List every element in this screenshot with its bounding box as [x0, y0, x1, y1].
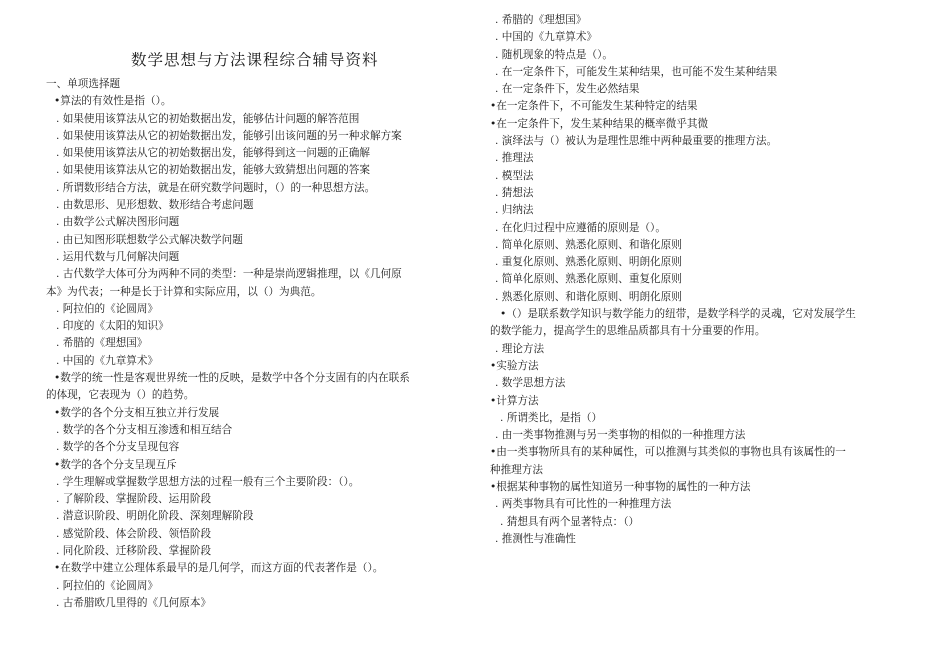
- text-line: . 随机现象的特点是（）。: [495, 48, 613, 61]
- text-line: •根据某种事物的属性知道另一种事物的属性的一种方法: [490, 481, 751, 494]
- text-line: . 推测性与准确性: [495, 532, 576, 545]
- text-line: . 古代数学大体可分为两种不同的类型：一种是崇尚逻辑推理，以《几何原: [56, 268, 402, 281]
- text-line: . 由数学公式解决图形问题: [56, 216, 180, 229]
- text-line: . 中国的《九章算术》: [56, 354, 159, 367]
- text-line: . 希腊的《理想国》: [495, 14, 587, 26]
- text-line: •数学的各个分支相互独立并行发展: [54, 406, 220, 419]
- text-line: •由一类事物所具有的某种属性，可以推测与其类似的事物也具有该属性的一: [490, 446, 846, 459]
- right-column: [490, 12, 910, 548]
- text-line: . 由已知图形联想数学公式解决数学问题: [56, 233, 243, 246]
- text-line: . 如果使用该算法从它的初始数据出发，能够大致猜想出问题的答案: [56, 164, 370, 177]
- text-line: . 数学的各个分支呈现包容: [56, 441, 180, 454]
- text-line: . 如果使用该算法从它的初始数据出发，能够估计问题的解答范围: [56, 112, 360, 125]
- text-line: . 阿拉伯的《论圆周》: [56, 579, 159, 592]
- text-line: 的数学能力，提高学生的思维品质都具有十分重要的作用。: [490, 325, 766, 338]
- text-line: •在数学中建立公理体系最早的是几何学，而这方面的代表著作是（）。: [54, 562, 384, 575]
- text-line: . 重复化原则、熟悉化原则、明朗化原则: [495, 256, 682, 269]
- text-line: . 潜意识阶段、明朗化阶段、深刻理解阶段: [56, 510, 254, 523]
- text-line: . 简单化原则、熟悉化原则、和谐化原则: [495, 238, 682, 251]
- text-line: . 中国的《九章算术》: [495, 31, 598, 44]
- text-line: •在一定条件下，不可能发生某种特定的结果: [490, 100, 698, 113]
- text-line: . 猜想法: [495, 186, 534, 199]
- text-line: . 运用代数与几何解决问题: [56, 250, 180, 263]
- text-line: . 了解阶段、掌握阶段、运用阶段: [56, 493, 212, 506]
- text-line: 本》为代表；一种是长于计算和实际应用，以（）为典范。: [46, 285, 322, 298]
- text-line: . 在一定条件下，发生必然结果: [495, 83, 640, 96]
- text-line: . 所谓数形结合方法，就是在研究数学问题时，（）的一种思想方法。: [56, 181, 376, 194]
- text-line: . 如果使用该算法从它的初始数据出发，能够得到这一问题的正确解: [56, 147, 370, 160]
- text-line: . 熟悉化原则、和谐化原则、明朗化原则: [495, 290, 682, 303]
- text-line: . 两类事物具有可比性的一种推理方法: [495, 498, 672, 511]
- text-line: . 猜想具有两个显著特点：（）: [500, 515, 640, 528]
- text-line: . 如果使用该算法从它的初始数据出发，能够引出该问题的另一种求解方案: [56, 129, 402, 142]
- text-line: . 所谓类比，是指（）: [500, 411, 603, 424]
- text-line: 的体现，它表现为（）的趋势。: [46, 389, 195, 402]
- text-line: . 由一类事物推测与另一类事物的相似的一种推理方法: [495, 429, 746, 442]
- text-line: . 模型法: [495, 169, 534, 182]
- text-line: . 同化阶段、迁移阶段、掌握阶段: [56, 545, 212, 558]
- text-line: •数学的统一性是客观世界统一性的反映，是数学中各个分支固有的内在联系: [54, 372, 410, 385]
- text-line: . 阿拉伯的《论圆周》: [56, 302, 159, 315]
- text-line: . 感觉阶段、体会阶段、领悟阶段: [56, 527, 212, 540]
- text-line: . 数学的各个分支相互渗透和相互结合: [56, 423, 233, 436]
- text-line: . 简单化原则、熟悉化原则、重复化原则: [495, 273, 682, 286]
- text-line: . 在化归过程中应遵循的原则是（）。: [495, 221, 666, 234]
- text-line: . 理论方法: [495, 342, 545, 355]
- text-line: . 归纳法: [495, 204, 534, 217]
- text-line: •算法的有效性是指（）。: [54, 95, 172, 108]
- text-line: •在一定条件下，发生某种结果的概率微乎其微: [490, 117, 709, 130]
- text-line: . 演绎法与（）被认为是理性思维中两种最重要的推理方法。: [495, 135, 778, 148]
- text-line: . 古希腊欧几里得的《几何原本》: [56, 596, 212, 609]
- text-line: . 学生理解或掌握数学思想方法的过程一般有三个主要阶段：（）。: [56, 475, 360, 488]
- text-line: •实验方法: [490, 359, 539, 372]
- document-title: 数学思想与方法课程综合辅导资料: [131, 51, 379, 69]
- text-line: . 推理法: [495, 152, 534, 165]
- text-line: . 印度的《太阳的知识》: [56, 320, 169, 333]
- text-line: . 希腊的《理想国》: [56, 337, 148, 350]
- text-line: . 数学思想方法: [495, 377, 566, 390]
- text-line: 一、单项选择题: [46, 78, 121, 90]
- text-line: •（）是联系数学知识与数学能力的纽带，是数学科学的灵魂，它对发展学生: [500, 308, 856, 321]
- text-line: . 在一定条件下，可能发生某种结果，也可能不发生某种结果: [495, 65, 778, 78]
- text-line: •数学的各个分支呈现互斥: [54, 458, 177, 471]
- text-line: •计算方法: [490, 394, 539, 407]
- left-column: [46, 76, 466, 612]
- text-line: . 由数思形、见形想数、数形结合考虑问题: [56, 199, 254, 212]
- text-line: 种推理方法: [490, 463, 543, 476]
